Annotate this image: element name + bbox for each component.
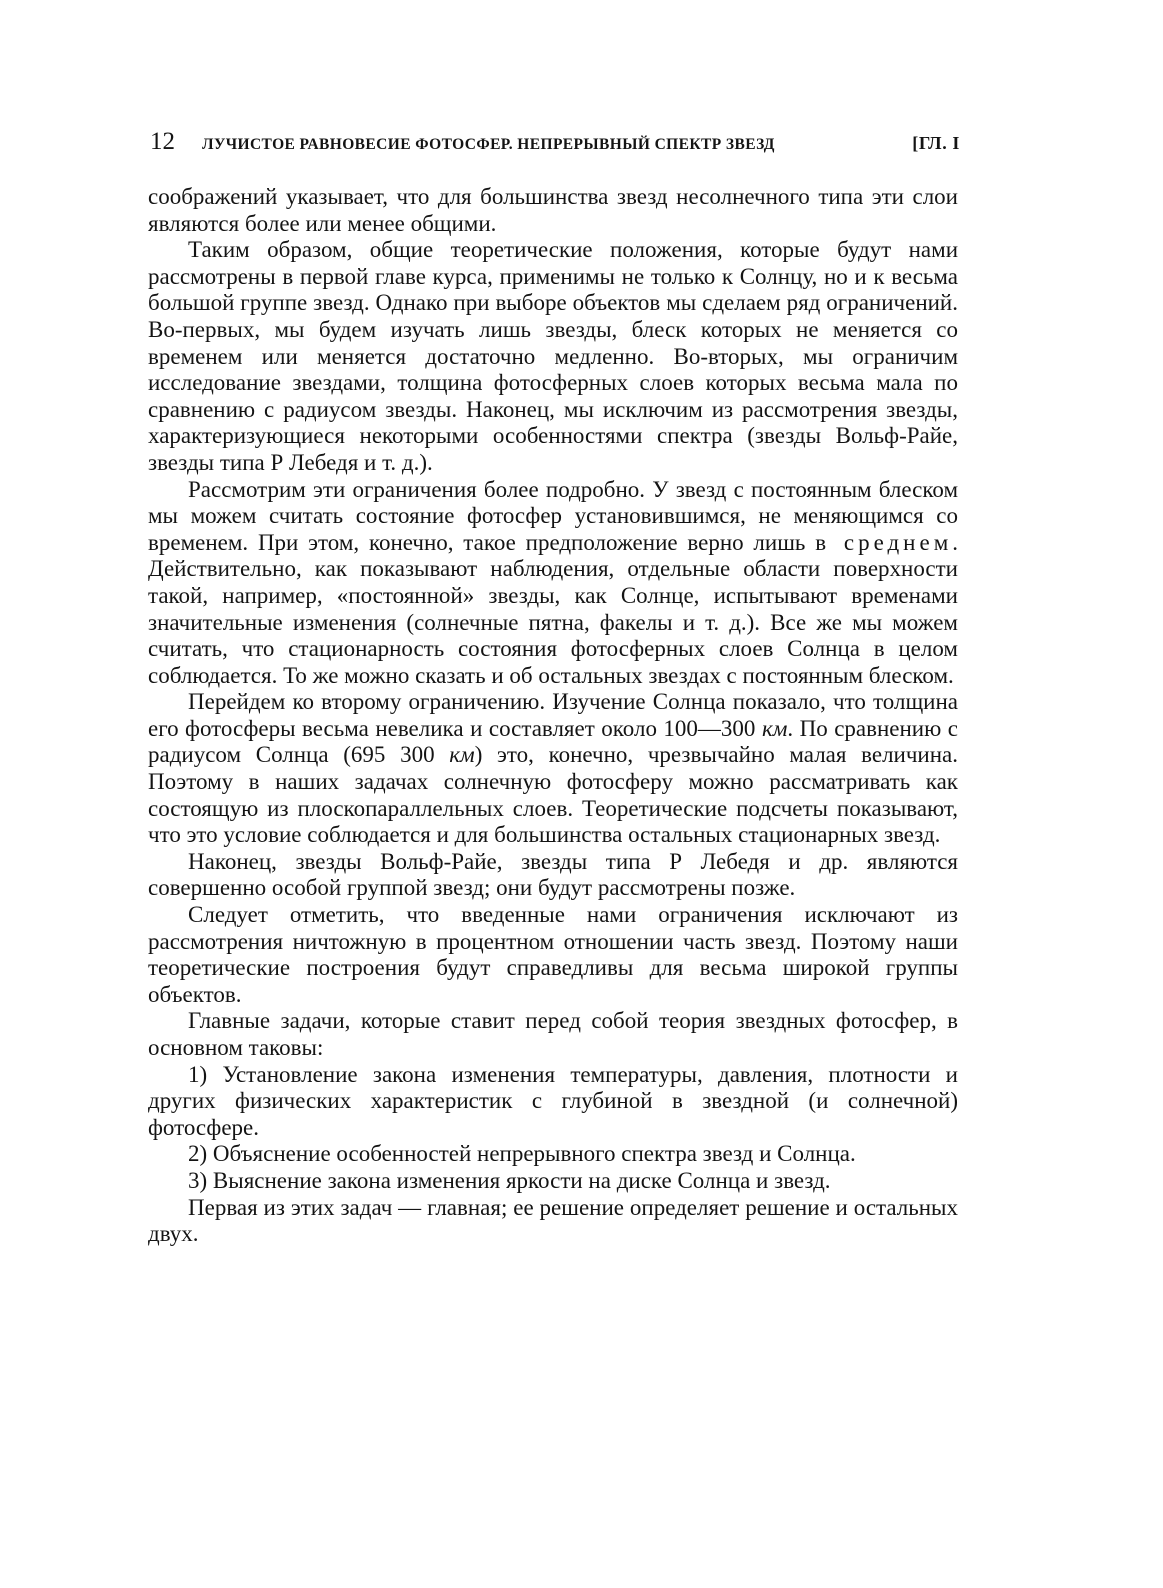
body-text [148, 184, 958, 1248]
paragraph-continuation: соображений указывает, что для большинства звезд несолнечного типа эти слои являются более или менее общими. [148, 184, 958, 236]
unit-km: км [449, 742, 475, 768]
unit-km: км [761, 715, 788, 741]
text-segment: Перейдем ко второму ограничению. Изучение Солнца показало, что толщина его фотосферы весьма невелика и составляет около 100—300 [148, 689, 958, 741]
paragraph-photosphere-thickness [148, 689, 958, 849]
list-item: 2) Объяснение особенностей непрерывного спектра звезд и Солнца. [188, 1141, 856, 1167]
list-item: 1) Установление закона изменения температуры, давления, плотности и других физических характеристик с глубиной в звездной (и солнечной) фотосфере. [148, 1061, 958, 1140]
paragraph-restrictions: Следует отметить, что введенные нами ограничения исключают из рассмотрения ничтожную в процентном отношении часть звезд. Поэтому наши теоретические построения будут справедливы для весьма широкой группы объектов. [148, 902, 958, 1007]
running-title: ЛУЧИСТОЕ РАВНОВЕСИЕ ФОТОСФЕР. НЕПРЕРЫВНЫЙ СПЕКТР ЗВЕЗД [202, 136, 775, 153]
paragraph-constant-brightness [148, 477, 958, 690]
page-number: 12 [150, 128, 175, 155]
text-segment: . По сравнению с радиусом Солнца (695 300 [148, 715, 958, 768]
text-segment: . Действительно, как показывают наблюдения, отдельные области поверхности такой, например, «постоянной» звезды, как Солнце, испытывают временами значительные изменения (солнечные пятна, факелы и т. д.). Все же мы можем считать, что стационарность состояния фотосферных слоев Солнца в целом соблюдается. То же можно сказать и об остальных звездах с постоянным блеском. [148, 529, 958, 688]
text-segment: Рассмотрим эти ограничения более подробно. У звезд с постоянным блеском мы можем считать состояние фотосфер установившимся, не меняющимся со временем. При этом, конечно, такое предположение верно лишь [148, 476, 958, 555]
paragraph-scope: Таким образом, общие теоретические положения, которые будут нами рассмотрены в первой главе курса, применимы не только к Солнцу, но и к весьма большой группе звезд. Однако при выборе объектов мы сделаем ряд ограничений. Во-первых, мы будем изучать лишь звезды, блеск которых не меняется со временем или меняется достаточно медленно. Во-вторых, мы ограничим исследование звездами, толщина фотосферных слоев которых весьма мала по сравнению с радиусом звезды. Наконец, мы исключим из рассмотрения звезды, характеризующиеся некоторыми особенностями спектра (звезды Вольф-Райе, звезды типа Р Лебедя и т. д.). [148, 237, 958, 475]
paragraph-main-tasks: Главные задачи, которые ставит перед собой теория звездных фотосфер, в основном таковы: [148, 1008, 958, 1060]
running-header [150, 128, 960, 162]
emphasized-text: в среднем [815, 529, 953, 555]
chapter-reference: [ГЛ. I [912, 133, 960, 153]
text-segment: ) это, конечно, чрезвычайно малая величина. Поэтому в наших задачах солнечную фотосферу можно рассматривать как состоящую из плоскопараллельных слоев. Теоретические подсчеты показывают, что это условие соблюдается и для большинства остальных стационарных звезд. [148, 742, 959, 848]
paragraph-conclusion: Первая из этих задач — главная; ее решение определяет решение и остальных двух. [148, 1194, 958, 1247]
list-item: 3) Выяснение закона изменения яркости на диске Солнца и звезд. [188, 1167, 831, 1193]
paragraph-special-stars: Наконец, звезды Вольф-Райе, звезды типа Р Лебедя и др. являются совершенно особой группой звезд; они будут рассмотрены позже. [148, 848, 958, 901]
